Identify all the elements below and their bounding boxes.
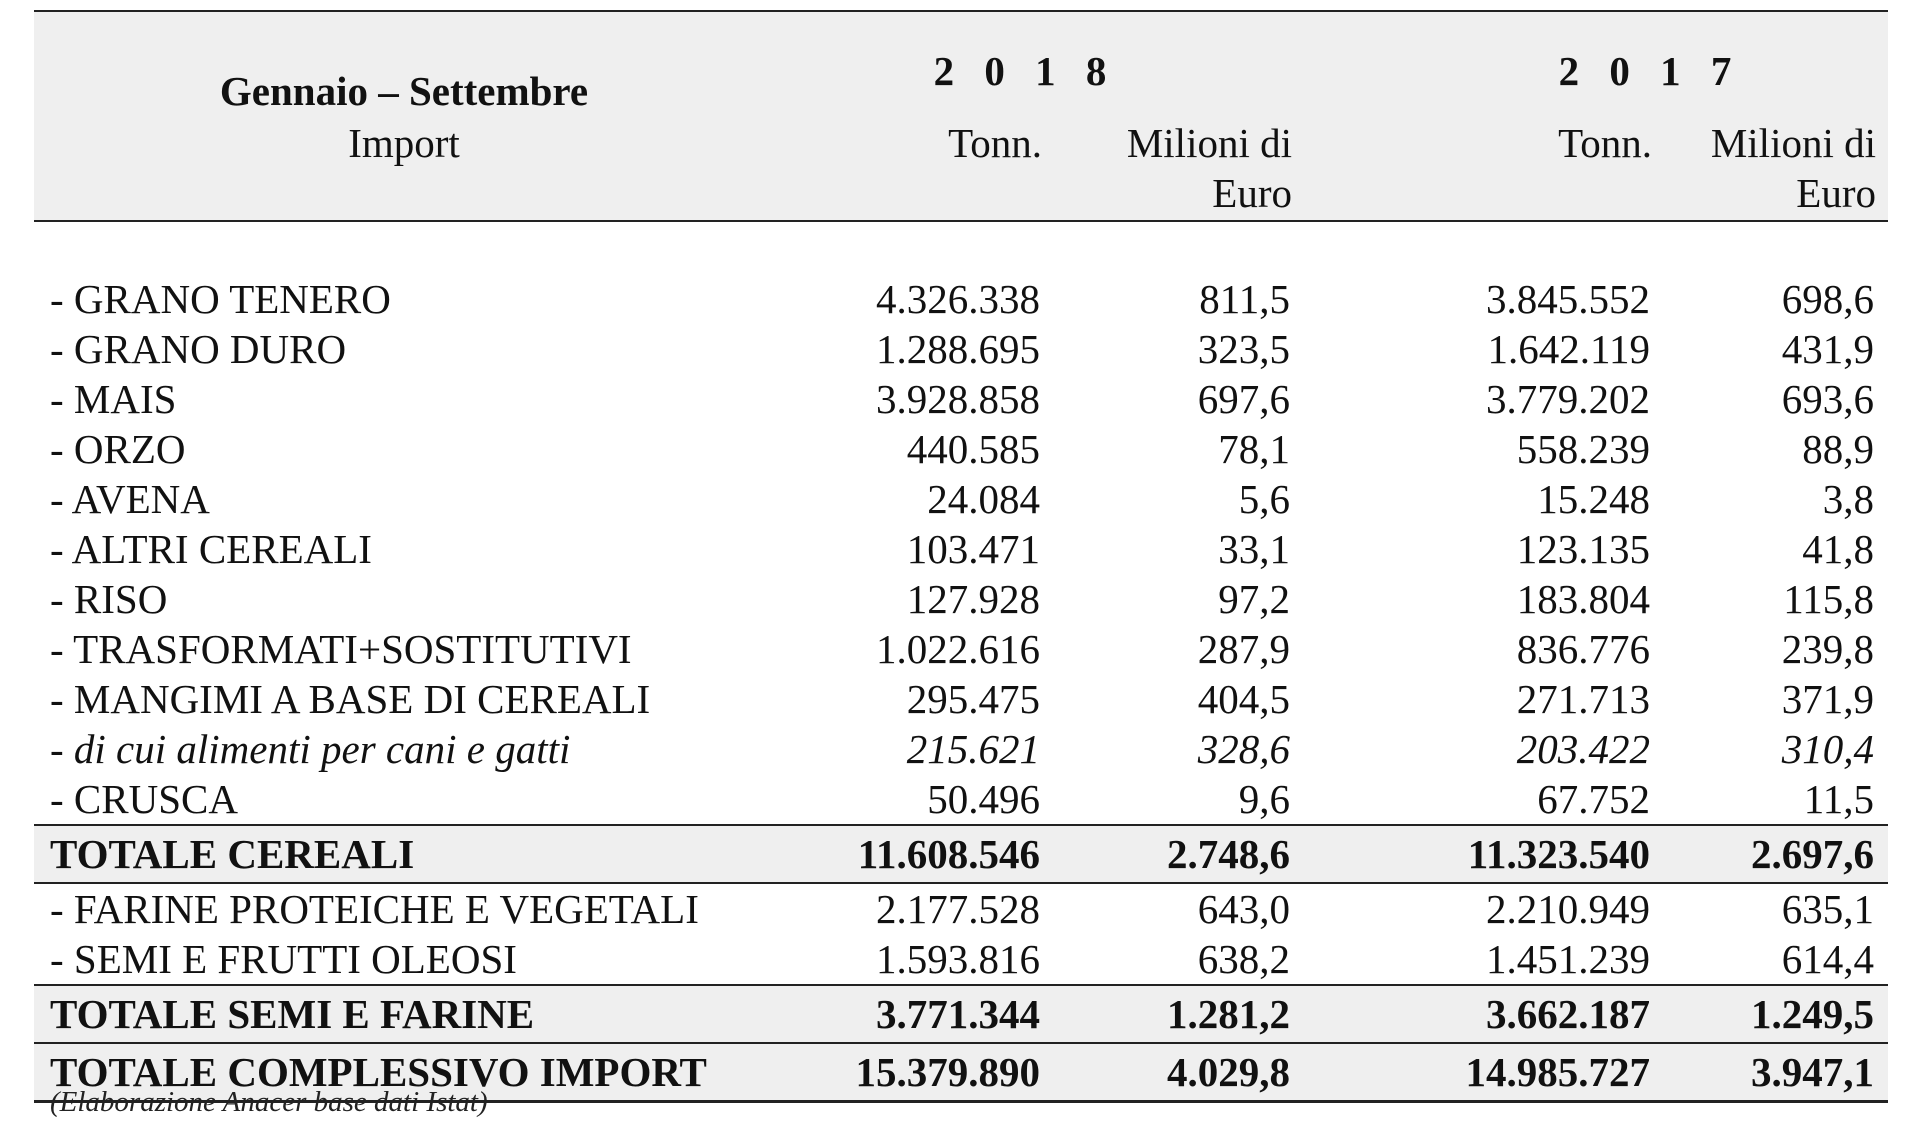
total-label: TOTALE COMPLESSIVO IMPORT bbox=[34, 1043, 774, 1102]
cereal-import-table bbox=[34, 10, 1888, 1103]
cell-tonn-2018: 1.022.616 bbox=[876, 626, 1040, 672]
year-2017-header: 2 0 1 7 bbox=[1304, 11, 1888, 116]
cell-tonn-2018: 215.621 bbox=[906, 726, 1040, 772]
cell-tonn-2018: 295.475 bbox=[906, 676, 1040, 722]
cell-tonn-2018: 440.585 bbox=[906, 426, 1040, 472]
cell-eur-2017: 11,5 bbox=[1803, 776, 1874, 822]
cell-tonn-2018: 3.771.344 bbox=[774, 985, 1054, 1043]
cell-tonn-2017: 203.422 bbox=[1516, 726, 1650, 772]
table-header bbox=[34, 11, 1888, 221]
total-label: TOTALE SEMI E FARINE bbox=[34, 985, 774, 1043]
table-row bbox=[34, 424, 1888, 474]
cell-tonn-2017: 183.804 bbox=[1516, 576, 1650, 622]
flow-label: Import bbox=[34, 116, 774, 168]
row-label: - SEMI E FRUTTI OLEOSI bbox=[50, 936, 517, 982]
cell-eur-2017: 310,4 bbox=[1781, 726, 1874, 772]
cell-tonn-2018: 1.288.695 bbox=[876, 326, 1040, 372]
cell-eur-2018: 328,6 bbox=[1197, 726, 1290, 772]
cell-tonn-2018: 1.593.816 bbox=[876, 936, 1040, 982]
row-label: - GRANO DURO bbox=[50, 326, 347, 372]
row-label: - ORZO bbox=[50, 426, 186, 472]
total-label: TOTALE CEREALI bbox=[34, 825, 774, 883]
col-tonn-2018: Tonn. bbox=[774, 116, 1054, 168]
row-label: - RISO bbox=[50, 576, 168, 622]
cell-eur-2018: 1.281,2 bbox=[1054, 985, 1304, 1043]
cell-tonn-2018: 15.379.890 bbox=[774, 1043, 1054, 1102]
cell-tonn-2018: 4.326.338 bbox=[876, 276, 1040, 322]
table-row bbox=[34, 624, 1888, 674]
cell-eur-2018: 97,2 bbox=[1218, 576, 1290, 622]
cell-tonn-2017: 3.779.202 bbox=[1486, 376, 1650, 422]
row-label: - di cui alimenti per cani e gatti bbox=[50, 726, 571, 772]
cell-tonn-2017: 2.210.949 bbox=[1486, 886, 1650, 932]
cell-eur-2017: 239,8 bbox=[1781, 626, 1874, 672]
cell-eur-2018: 811,5 bbox=[1199, 276, 1290, 322]
col-eur-2018-line1: Milioni di bbox=[1054, 116, 1304, 168]
table-row bbox=[34, 883, 1888, 934]
cell-tonn-2017: 271.713 bbox=[1516, 676, 1650, 722]
table-row-subitem bbox=[34, 724, 1888, 774]
table-row bbox=[34, 474, 1888, 524]
cell-tonn-2017: 836.776 bbox=[1516, 626, 1650, 672]
table-row bbox=[34, 274, 1888, 324]
table-row bbox=[34, 674, 1888, 724]
period-title: Gennaio – Settembre bbox=[34, 11, 774, 116]
col-eur-2017-line1: Milioni di bbox=[1664, 116, 1888, 168]
cell-tonn-2017: 3.845.552 bbox=[1486, 276, 1650, 322]
cell-eur-2018: 4.029,8 bbox=[1054, 1043, 1304, 1102]
cell-eur-2018: 33,1 bbox=[1218, 526, 1290, 572]
cell-tonn-2017: 15.248 bbox=[1537, 476, 1650, 522]
cell-tonn-2018: 3.928.858 bbox=[876, 376, 1040, 422]
row-label: - GRANO TENERO bbox=[50, 276, 391, 322]
cell-eur-2018: 643,0 bbox=[1197, 886, 1290, 932]
cell-tonn-2017: 1.642.119 bbox=[1487, 326, 1650, 372]
row-label: - AVENA bbox=[50, 476, 210, 522]
col-eur-2018-line2: Euro bbox=[1054, 168, 1304, 221]
cell-eur-2018: 9,6 bbox=[1238, 776, 1290, 822]
cell-eur-2018: 404,5 bbox=[1197, 676, 1290, 722]
table-row bbox=[34, 524, 1888, 574]
total-semi-row bbox=[34, 985, 1888, 1043]
cell-eur-2017: 41,8 bbox=[1802, 526, 1874, 572]
cell-tonn-2017: 1.451.239 bbox=[1486, 936, 1650, 982]
cell-eur-2017: 2.697,6 bbox=[1664, 825, 1888, 883]
table-row bbox=[34, 774, 1888, 825]
import-table-container bbox=[34, 10, 1888, 1103]
cell-eur-2017: 115,8 bbox=[1783, 576, 1874, 622]
cell-eur-2018: 697,6 bbox=[1197, 376, 1290, 422]
header-blank bbox=[774, 168, 1054, 221]
cell-tonn-2018: 11.608.546 bbox=[774, 825, 1054, 883]
cell-tonn-2018: 2.177.528 bbox=[876, 886, 1040, 932]
cell-eur-2017: 371,9 bbox=[1781, 676, 1874, 722]
cell-tonn-2017: 14.985.727 bbox=[1304, 1043, 1664, 1102]
cell-eur-2017: 431,9 bbox=[1781, 326, 1874, 372]
cell-eur-2017: 88,9 bbox=[1802, 426, 1874, 472]
cell-eur-2017: 635,1 bbox=[1781, 886, 1874, 932]
row-label: - FARINE PROTEICHE E VEGETALI bbox=[50, 886, 699, 932]
cell-tonn-2018: 103.471 bbox=[906, 526, 1040, 572]
cell-eur-2017: 3,8 bbox=[1822, 476, 1874, 522]
table-row bbox=[34, 934, 1888, 985]
row-label: - TRASFORMATI+SOSTITUTIVI bbox=[50, 626, 632, 672]
cell-eur-2017: 693,6 bbox=[1781, 376, 1874, 422]
row-label: - ALTRI CEREALI bbox=[50, 526, 372, 572]
cell-eur-2017: 1.249,5 bbox=[1664, 985, 1888, 1043]
cell-eur-2017: 3.947,1 bbox=[1664, 1043, 1888, 1102]
cell-eur-2018: 5,6 bbox=[1238, 476, 1290, 522]
table-row bbox=[34, 374, 1888, 424]
spacer-row bbox=[34, 221, 1888, 274]
cell-tonn-2017: 67.752 bbox=[1537, 776, 1650, 822]
row-label: - CRUSCA bbox=[50, 776, 238, 822]
row-label: - MAIS bbox=[50, 376, 177, 422]
cell-tonn-2017: 3.662.187 bbox=[1304, 985, 1664, 1043]
row-label: - MANGIMI A BASE DI CEREALI bbox=[50, 676, 651, 722]
col-tonn-2017: Tonn. bbox=[1304, 116, 1664, 168]
cell-tonn-2018: 50.496 bbox=[927, 776, 1040, 822]
table-body bbox=[34, 221, 1888, 1102]
cell-tonn-2017: 558.239 bbox=[1516, 426, 1650, 472]
cell-tonn-2017: 11.323.540 bbox=[1304, 825, 1664, 883]
cell-eur-2018: 323,5 bbox=[1197, 326, 1290, 372]
cell-tonn-2018: 24.084 bbox=[927, 476, 1040, 522]
cell-eur-2018: 78,1 bbox=[1218, 426, 1290, 472]
cell-eur-2018: 287,9 bbox=[1197, 626, 1290, 672]
table-row bbox=[34, 574, 1888, 624]
year-2018-header: 2 0 1 8 bbox=[774, 11, 1304, 116]
cell-eur-2018: 2.748,6 bbox=[1054, 825, 1304, 883]
cell-eur-2017: 698,6 bbox=[1781, 276, 1874, 322]
table-row bbox=[34, 324, 1888, 374]
header-blank bbox=[1304, 168, 1664, 221]
source-note: (Elaborazione Anacer base dati Istat) bbox=[50, 1086, 488, 1118]
total-cereali-row bbox=[34, 825, 1888, 883]
cell-eur-2018: 638,2 bbox=[1197, 936, 1290, 982]
cell-tonn-2018: 127.928 bbox=[906, 576, 1040, 622]
col-eur-2017-line2: Euro bbox=[1664, 168, 1888, 221]
cell-tonn-2017: 123.135 bbox=[1516, 526, 1650, 572]
header-blank bbox=[34, 168, 774, 221]
cell-eur-2017: 614,4 bbox=[1781, 936, 1874, 982]
